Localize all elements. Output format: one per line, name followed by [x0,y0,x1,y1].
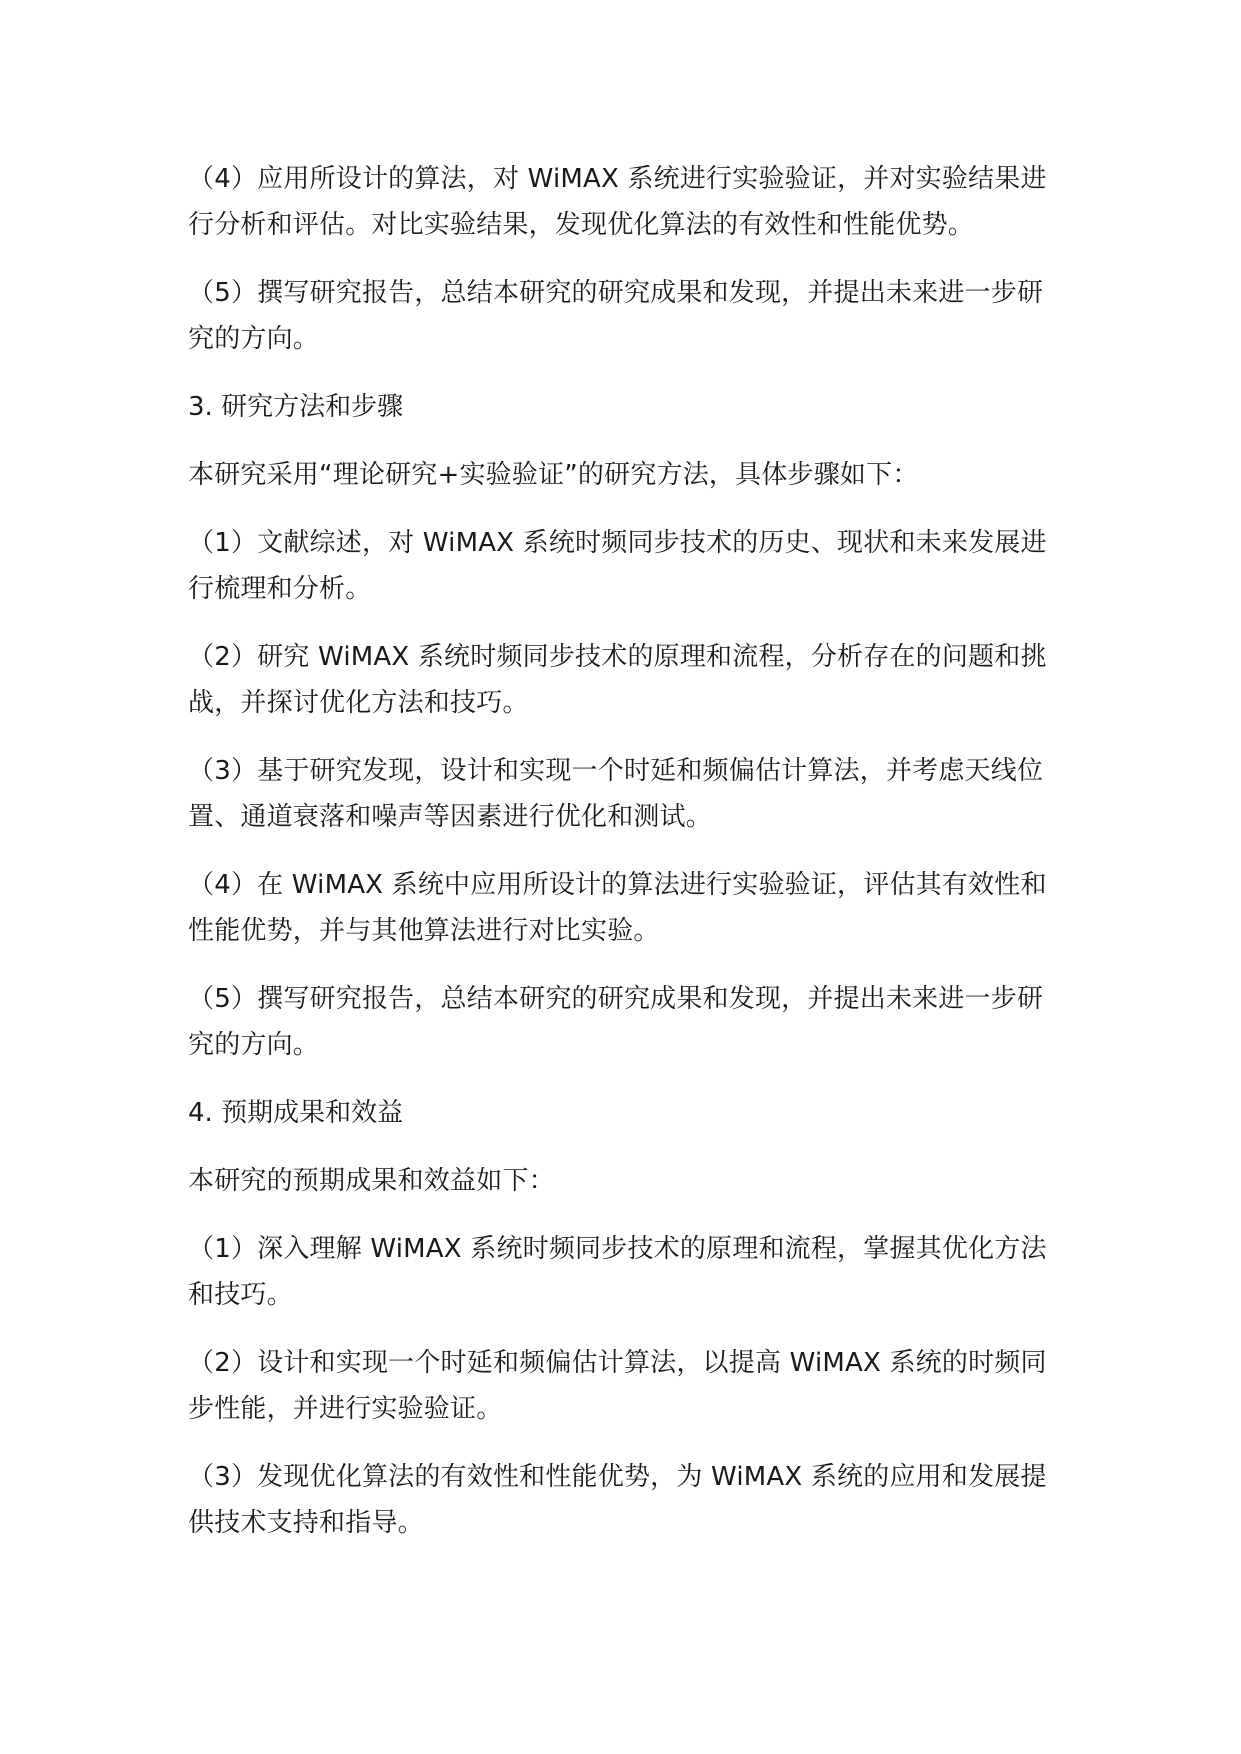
paragraph-outcome-2: （2）设计和实现一个时延和频偏估计算法，以提高 WiMAX 系统的时频同步性能，并进行实验验证。 [188,1348,1047,1424]
paragraph-step-4-apply: （4）应用所设计的算法，对 WiMAX 系统进行实验验证，并对实验结果进行分析和评估。对比实验结果，发现优化算法的有效性和性能优势。 [188,164,1047,240]
paragraph-outcome-1: （1）深入理解 WiMAX 系统时频同步技术的原理和流程，掌握其优化方法和技巧。 [188,1234,1047,1310]
paragraph-method-step-5: （5）撰写研究报告，总结本研究的研究成果和发现，并提出未来进一步研究的方向。 [188,984,1044,1060]
paragraph-step-5-report: （5）撰写研究报告，总结本研究的研究成果和发现，并提出未来进一步研究的方向。 [188,278,1044,354]
paragraph-methods-intro: 本研究采用“理论研究+实验验证”的研究方法，具体步骤如下： [188,460,919,490]
paragraph-method-step-1: （1）文献综述，对 WiMAX 系统时频同步技术的历史、现状和未来发展进行梳理和分析。 [188,528,1047,604]
section-heading-methods: 3. 研究方法和步骤 [188,392,404,422]
paragraph-method-step-4: （4）在 WiMAX 系统中应用所设计的算法进行实验验证，评估其有效性和性能优势，并与其他算法进行对比实验。 [188,870,1047,946]
paragraph-method-step-3: （3）基于研究发现，设计和实现一个时延和频偏估计算法，并考虑天线位置、通道衰落和噪声等因素进行优化和测试。 [188,756,1044,832]
section-heading-outcomes: 4. 预期成果和效益 [188,1098,404,1128]
paragraph-outcomes-intro: 本研究的预期成果和效益如下： [188,1166,555,1196]
paragraph-method-step-2: （2）研究 WiMAX 系统时频同步技术的原理和流程，分析存在的问题和挑战，并探讨优化方法和技巧。 [188,642,1047,718]
paragraph-outcome-3: （3）发现优化算法的有效性和性能优势，为 WiMAX 系统的应用和发展提供技术支持和指导。 [188,1462,1047,1538]
document-page [188,156,1058,1568]
